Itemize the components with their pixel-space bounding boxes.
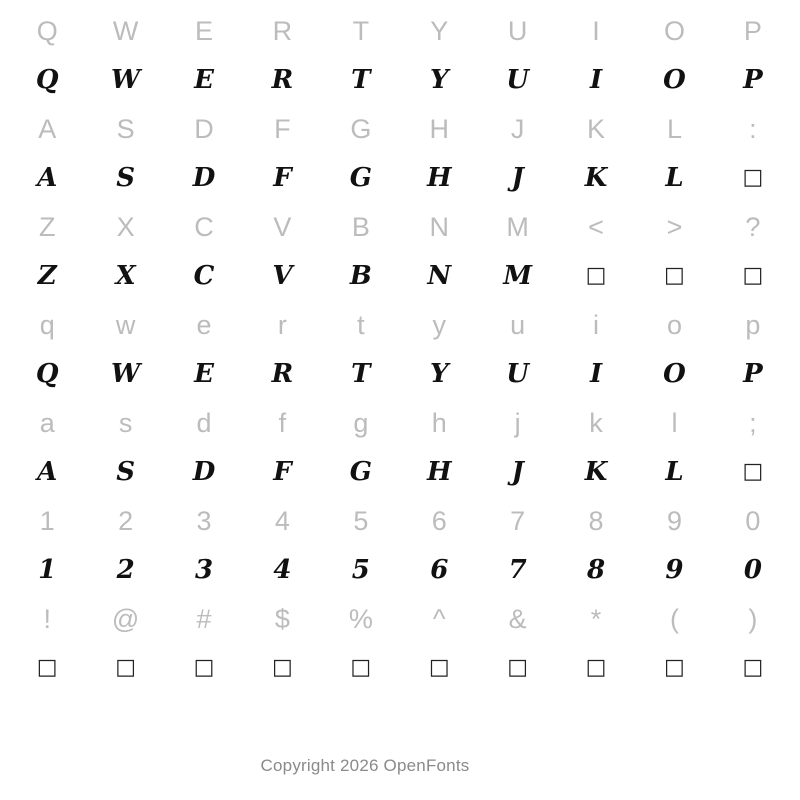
glyph-cell: G — [349, 163, 372, 193]
key-cell: j — [514, 407, 521, 438]
glyph-cell: L — [665, 163, 684, 193]
glyph-cell: 1 — [38, 555, 57, 585]
key-cell: C — [194, 211, 214, 242]
glyph-row-digits — [8, 546, 792, 594]
key-cell: 9 — [666, 505, 682, 536]
glyph-row-1-lower — [8, 350, 792, 398]
glyph-cell: Z — [37, 261, 57, 291]
glyph-cell: J — [511, 457, 524, 487]
key-cell: $ — [274, 603, 290, 634]
character-grid — [0, 6, 800, 692]
key-cell: 3 — [196, 505, 212, 536]
key-cell: ) — [748, 603, 758, 634]
key-cell: D — [194, 113, 214, 144]
glyph-cell: 5 — [351, 555, 370, 585]
key-cell: u — [510, 309, 526, 340]
key-cell: H — [429, 113, 449, 144]
glyph-cell: Y — [429, 65, 449, 95]
glyph-cell: S — [116, 163, 135, 193]
glyph-cell: 7 — [508, 555, 527, 585]
key-cell: l — [671, 407, 678, 438]
key-cell: g — [353, 407, 369, 438]
glyph-cell: I — [589, 65, 603, 95]
keyboard-row-3-upper — [8, 202, 792, 252]
key-cell: A — [38, 113, 57, 144]
glyph-cell: S — [116, 457, 135, 487]
glyph-cell: U — [506, 65, 529, 95]
glyph-cell: O — [663, 65, 686, 95]
glyph-cell: X — [115, 261, 136, 291]
key-cell: 0 — [745, 505, 761, 536]
glyph-cell: F — [273, 163, 292, 193]
glyph-cell: G — [349, 457, 372, 487]
key-cell: U — [507, 15, 528, 46]
keyboard-row-1-upper — [8, 6, 792, 56]
glyph-cell: F — [273, 457, 292, 487]
glyph-cell: U — [506, 359, 529, 389]
glyph-cell: K — [584, 457, 608, 487]
glyph-cell: T — [351, 359, 371, 389]
key-cell: t — [357, 309, 365, 340]
key-cell: W — [112, 15, 139, 46]
glyph-cell: K — [584, 163, 608, 193]
glyph-cell: R — [271, 65, 294, 95]
glyph-row-2-upper — [8, 154, 792, 202]
key-cell: h — [431, 407, 447, 438]
key-cell: 8 — [588, 505, 604, 536]
key-cell: w — [115, 309, 136, 340]
key-cell: Q — [36, 15, 58, 46]
key-cell: V — [273, 211, 292, 242]
key-cell: 6 — [431, 505, 447, 536]
key-cell: i — [593, 309, 600, 340]
glyph-cell-notdef: □ — [742, 655, 764, 680]
key-cell: o — [666, 309, 682, 340]
keyboard-row-digits — [8, 496, 792, 546]
key-cell: T — [352, 15, 370, 46]
key-cell: d — [196, 407, 212, 438]
key-cell: R — [272, 15, 293, 46]
key-cell: * — [590, 603, 602, 634]
key-cell: y — [432, 309, 446, 340]
glyph-cell: C — [193, 261, 215, 291]
glyph-cell: W — [111, 65, 141, 95]
glyph-cell: E — [194, 359, 214, 389]
key-cell: & — [508, 603, 527, 634]
glyph-cell: L — [665, 457, 684, 487]
glyph-cell-notdef: □ — [350, 655, 372, 680]
glyph-cell: W — [111, 359, 141, 389]
key-cell: ? — [745, 211, 761, 242]
glyph-cell: P — [743, 359, 763, 389]
glyph-cell: 0 — [743, 555, 762, 585]
glyph-cell: O — [663, 359, 686, 389]
key-cell: ; — [749, 407, 757, 438]
key-cell: 4 — [274, 505, 290, 536]
key-cell: F — [274, 113, 291, 144]
key-cell: I — [592, 15, 600, 46]
key-cell: 2 — [118, 505, 134, 536]
key-cell: # — [196, 603, 212, 634]
copyright-notice: Copyright 2026 OpenFonts — [260, 756, 470, 775]
key-cell: N — [429, 211, 449, 242]
key-cell: J — [510, 113, 525, 144]
key-cell: ^ — [432, 603, 446, 634]
key-cell: f — [278, 407, 287, 438]
glyph-cell: 2 — [116, 555, 135, 585]
key-cell: k — [589, 407, 603, 438]
glyph-cell: 6 — [430, 555, 449, 585]
key-cell: M — [506, 211, 529, 242]
footer — [0, 756, 800, 776]
glyph-cell: B — [349, 261, 372, 291]
keyboard-row-2-lower — [8, 398, 792, 448]
glyph-cell-notdef: □ — [585, 263, 607, 288]
keyboard-row-2-upper — [8, 104, 792, 154]
key-cell: E — [195, 15, 214, 46]
glyph-row-symbols — [8, 644, 792, 692]
glyph-cell: Y — [429, 359, 449, 389]
key-cell: Z — [38, 211, 56, 242]
glyph-cell-notdef: □ — [193, 655, 215, 680]
glyph-cell-notdef: □ — [664, 263, 685, 288]
glyph-cell: 3 — [194, 555, 214, 585]
key-cell: r — [277, 309, 287, 340]
glyph-cell: A — [37, 457, 58, 487]
glyph-cell: D — [192, 457, 216, 487]
glyph-cell-notdef: □ — [36, 655, 58, 680]
key-cell: X — [116, 211, 135, 242]
glyph-cell: E — [194, 65, 214, 95]
glyph-cell-notdef: □ — [664, 655, 685, 680]
glyph-cell-notdef: □ — [115, 655, 136, 680]
key-cell: : — [749, 113, 757, 144]
glyph-cell: V — [272, 261, 293, 291]
glyph-cell-notdef: □ — [428, 655, 450, 680]
glyph-cell: Q — [35, 65, 59, 95]
key-cell: > — [666, 211, 683, 242]
glyph-cell: Q — [35, 359, 59, 389]
glyph-cell: H — [426, 163, 452, 193]
glyph-cell-notdef: □ — [507, 655, 529, 680]
key-cell: q — [39, 309, 55, 340]
key-cell: O — [663, 15, 685, 46]
glyph-cell: A — [37, 163, 58, 193]
glyph-cell-notdef: □ — [742, 263, 764, 288]
glyph-cell: R — [271, 359, 294, 389]
key-cell: P — [743, 15, 762, 46]
glyph-cell: M — [503, 261, 533, 291]
glyph-row-2-lower — [8, 448, 792, 496]
glyph-cell: I — [589, 359, 603, 389]
keyboard-row-1-lower — [8, 300, 792, 350]
key-cell: ( — [669, 603, 679, 634]
key-cell: B — [351, 211, 370, 242]
key-cell: Y — [430, 15, 449, 46]
glyph-cell: P — [743, 65, 763, 95]
key-cell: G — [350, 113, 372, 144]
key-cell: p — [745, 309, 761, 340]
key-cell: a — [39, 407, 55, 438]
key-cell: 5 — [353, 505, 369, 536]
key-cell: e — [196, 309, 212, 340]
key-cell: @ — [111, 603, 140, 634]
glyph-cell-notdef: □ — [742, 459, 764, 484]
keyboard-row-symbols — [8, 594, 792, 644]
glyph-row-1-upper — [8, 56, 792, 104]
glyph-cell: N — [427, 261, 452, 291]
key-cell: < — [588, 211, 604, 242]
key-cell: 7 — [510, 505, 526, 536]
glyph-cell: D — [192, 163, 216, 193]
glyph-cell: 9 — [665, 555, 684, 585]
key-cell: % — [348, 603, 373, 634]
key-cell: L — [666, 113, 682, 144]
key-cell: 1 — [39, 505, 55, 536]
glyph-cell-notdef: □ — [585, 655, 607, 680]
key-cell: ! — [43, 603, 51, 634]
glyph-cell-notdef: □ — [272, 655, 293, 680]
glyph-cell-notdef: □ — [742, 165, 764, 190]
glyph-cell: J — [511, 163, 524, 193]
glyph-cell: 4 — [273, 555, 292, 585]
glyph-row-3-upper — [8, 252, 792, 300]
key-cell: K — [587, 113, 606, 144]
glyph-cell: H — [426, 457, 452, 487]
key-cell: S — [116, 113, 135, 144]
glyph-cell: 8 — [587, 555, 606, 585]
glyph-cell: T — [351, 65, 371, 95]
key-cell: s — [118, 407, 133, 438]
